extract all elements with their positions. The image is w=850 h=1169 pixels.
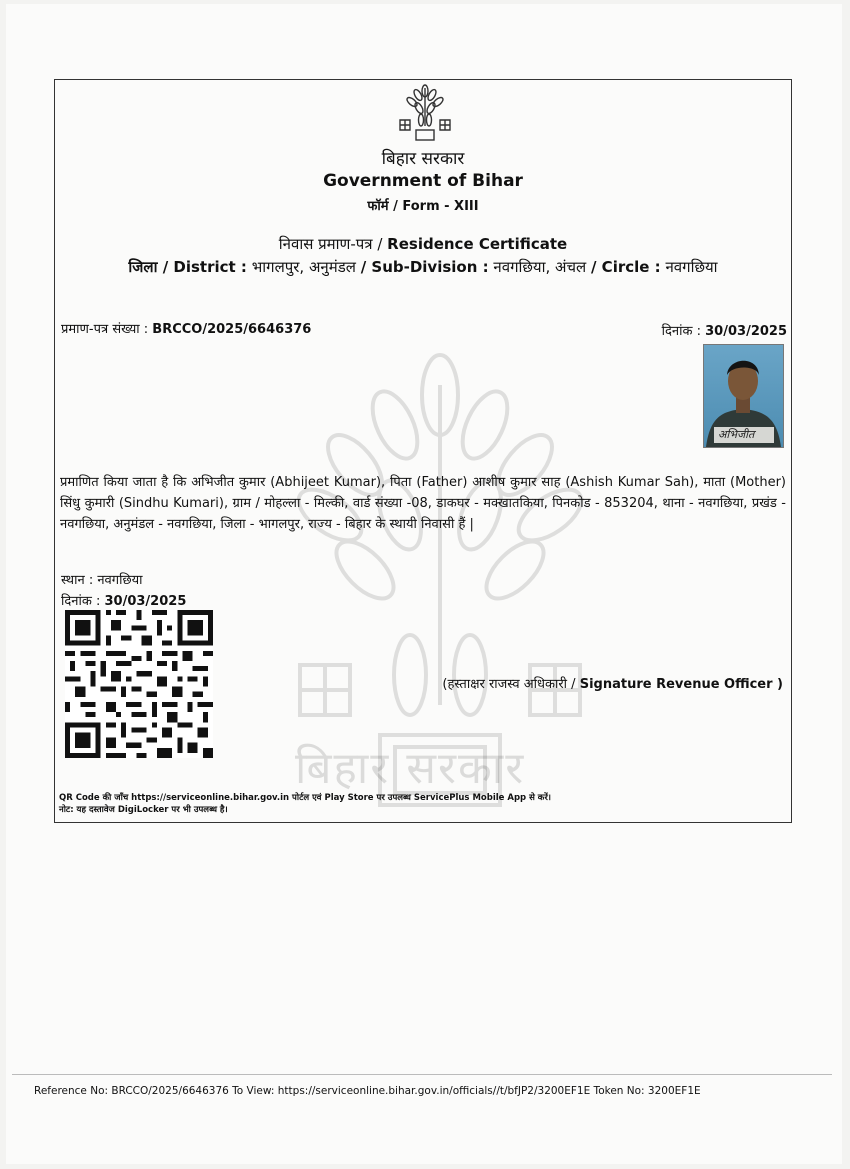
certificate-number-label: प्रमाण-पत्र संख्या : bbox=[61, 322, 149, 337]
digilocker-note: नोट: यह दस्तावेज DigiLocker पर भी उपलब्ध है। bbox=[59, 805, 228, 815]
certificate-title-hindi: निवास प्रमाण-पत्र / bbox=[278, 235, 383, 253]
form-number-text: फॉर्म / Form - XIII bbox=[367, 199, 479, 214]
certificate-number bbox=[61, 319, 311, 337]
place-date-value: 30/03/2025 bbox=[104, 594, 187, 609]
document-page bbox=[6, 4, 842, 1164]
certificate-frame bbox=[54, 79, 792, 823]
circle-label: / Circle : bbox=[590, 258, 661, 276]
certificate-statement: प्रमाणित किया जाता है कि अभिजीत कुमार (Abhijeet Kumar), पिता (Father) आशीष कुमार साह (Ashish Kumar Sah), माता (Mother) सिंधु कुमारी (Sindhu Kumari), ग्राम / मोहल्ला - मिल्की, वार्ड संख्या -08, डाकघर - मक्खातकिया, पिनकोड - 853204, थाना - नवगछिया, प्रखंड - नवगछिया, अनुमंडल - नवगछिया, जिला - भागलपुर, राज्य - बिहार के स्थायी निवासी हैं | bbox=[60, 475, 786, 532]
state-name-hindi: बिहार सरकार bbox=[381, 149, 465, 169]
form-number bbox=[55, 196, 791, 214]
place bbox=[61, 570, 143, 588]
subdivision-label: / Sub-Division : bbox=[360, 258, 489, 276]
place-date-label: दिनांक : bbox=[61, 594, 101, 609]
footer-divider bbox=[12, 1074, 832, 1075]
certificate-number-value: BRCCO/2025/6646376 bbox=[152, 322, 312, 337]
place-date bbox=[61, 591, 186, 609]
qr-verification-note: QR Code की जाँच https://serviceonline.bihar.gov.in पोर्टल एवं Play Store पर उपलब्ध ServicePlus Mobile App से करें। bbox=[59, 793, 552, 803]
district-label: जिला / District : bbox=[128, 258, 247, 276]
place-label: स्थान : bbox=[61, 573, 94, 588]
jurisdiction-line bbox=[55, 257, 791, 277]
circle-value: नवगछिया bbox=[665, 258, 718, 276]
signature-label-english: Signature Revenue Officer ) bbox=[579, 677, 783, 692]
watermark-text: बिहार सरकार bbox=[295, 743, 526, 794]
photo-signature: अभिजीत bbox=[718, 428, 755, 441]
signature-label bbox=[442, 674, 783, 692]
place-value: नवगछिया bbox=[97, 573, 143, 588]
issue-date bbox=[662, 321, 787, 339]
signature-label-hindi: (हस्ताक्षर राजस्व अधिकारी / bbox=[442, 677, 576, 692]
state-name-english: Government of Bihar bbox=[323, 171, 523, 191]
subdivision-value: नवगछिया, अंचल bbox=[493, 258, 587, 276]
qr-code-icon[interactable] bbox=[65, 610, 213, 758]
certificate-title-english: Residence Certificate bbox=[387, 235, 568, 253]
certificate-title bbox=[55, 234, 791, 254]
issue-date-label: दिनांक : bbox=[661, 324, 701, 339]
bihar-emblem-icon bbox=[394, 82, 456, 144]
issue-date-value: 30/03/2025 bbox=[705, 324, 787, 339]
applicant-photo bbox=[703, 344, 784, 448]
reference-footer: Reference No: BRCCO/2025/6646376 To View: https://serviceonline.bihar.gov.in/officials//t/bfJP2/3200EF1E Token No: 3200EF1E bbox=[34, 1085, 701, 1097]
district-value: भागलपुर, अनुमंडल bbox=[251, 258, 356, 276]
